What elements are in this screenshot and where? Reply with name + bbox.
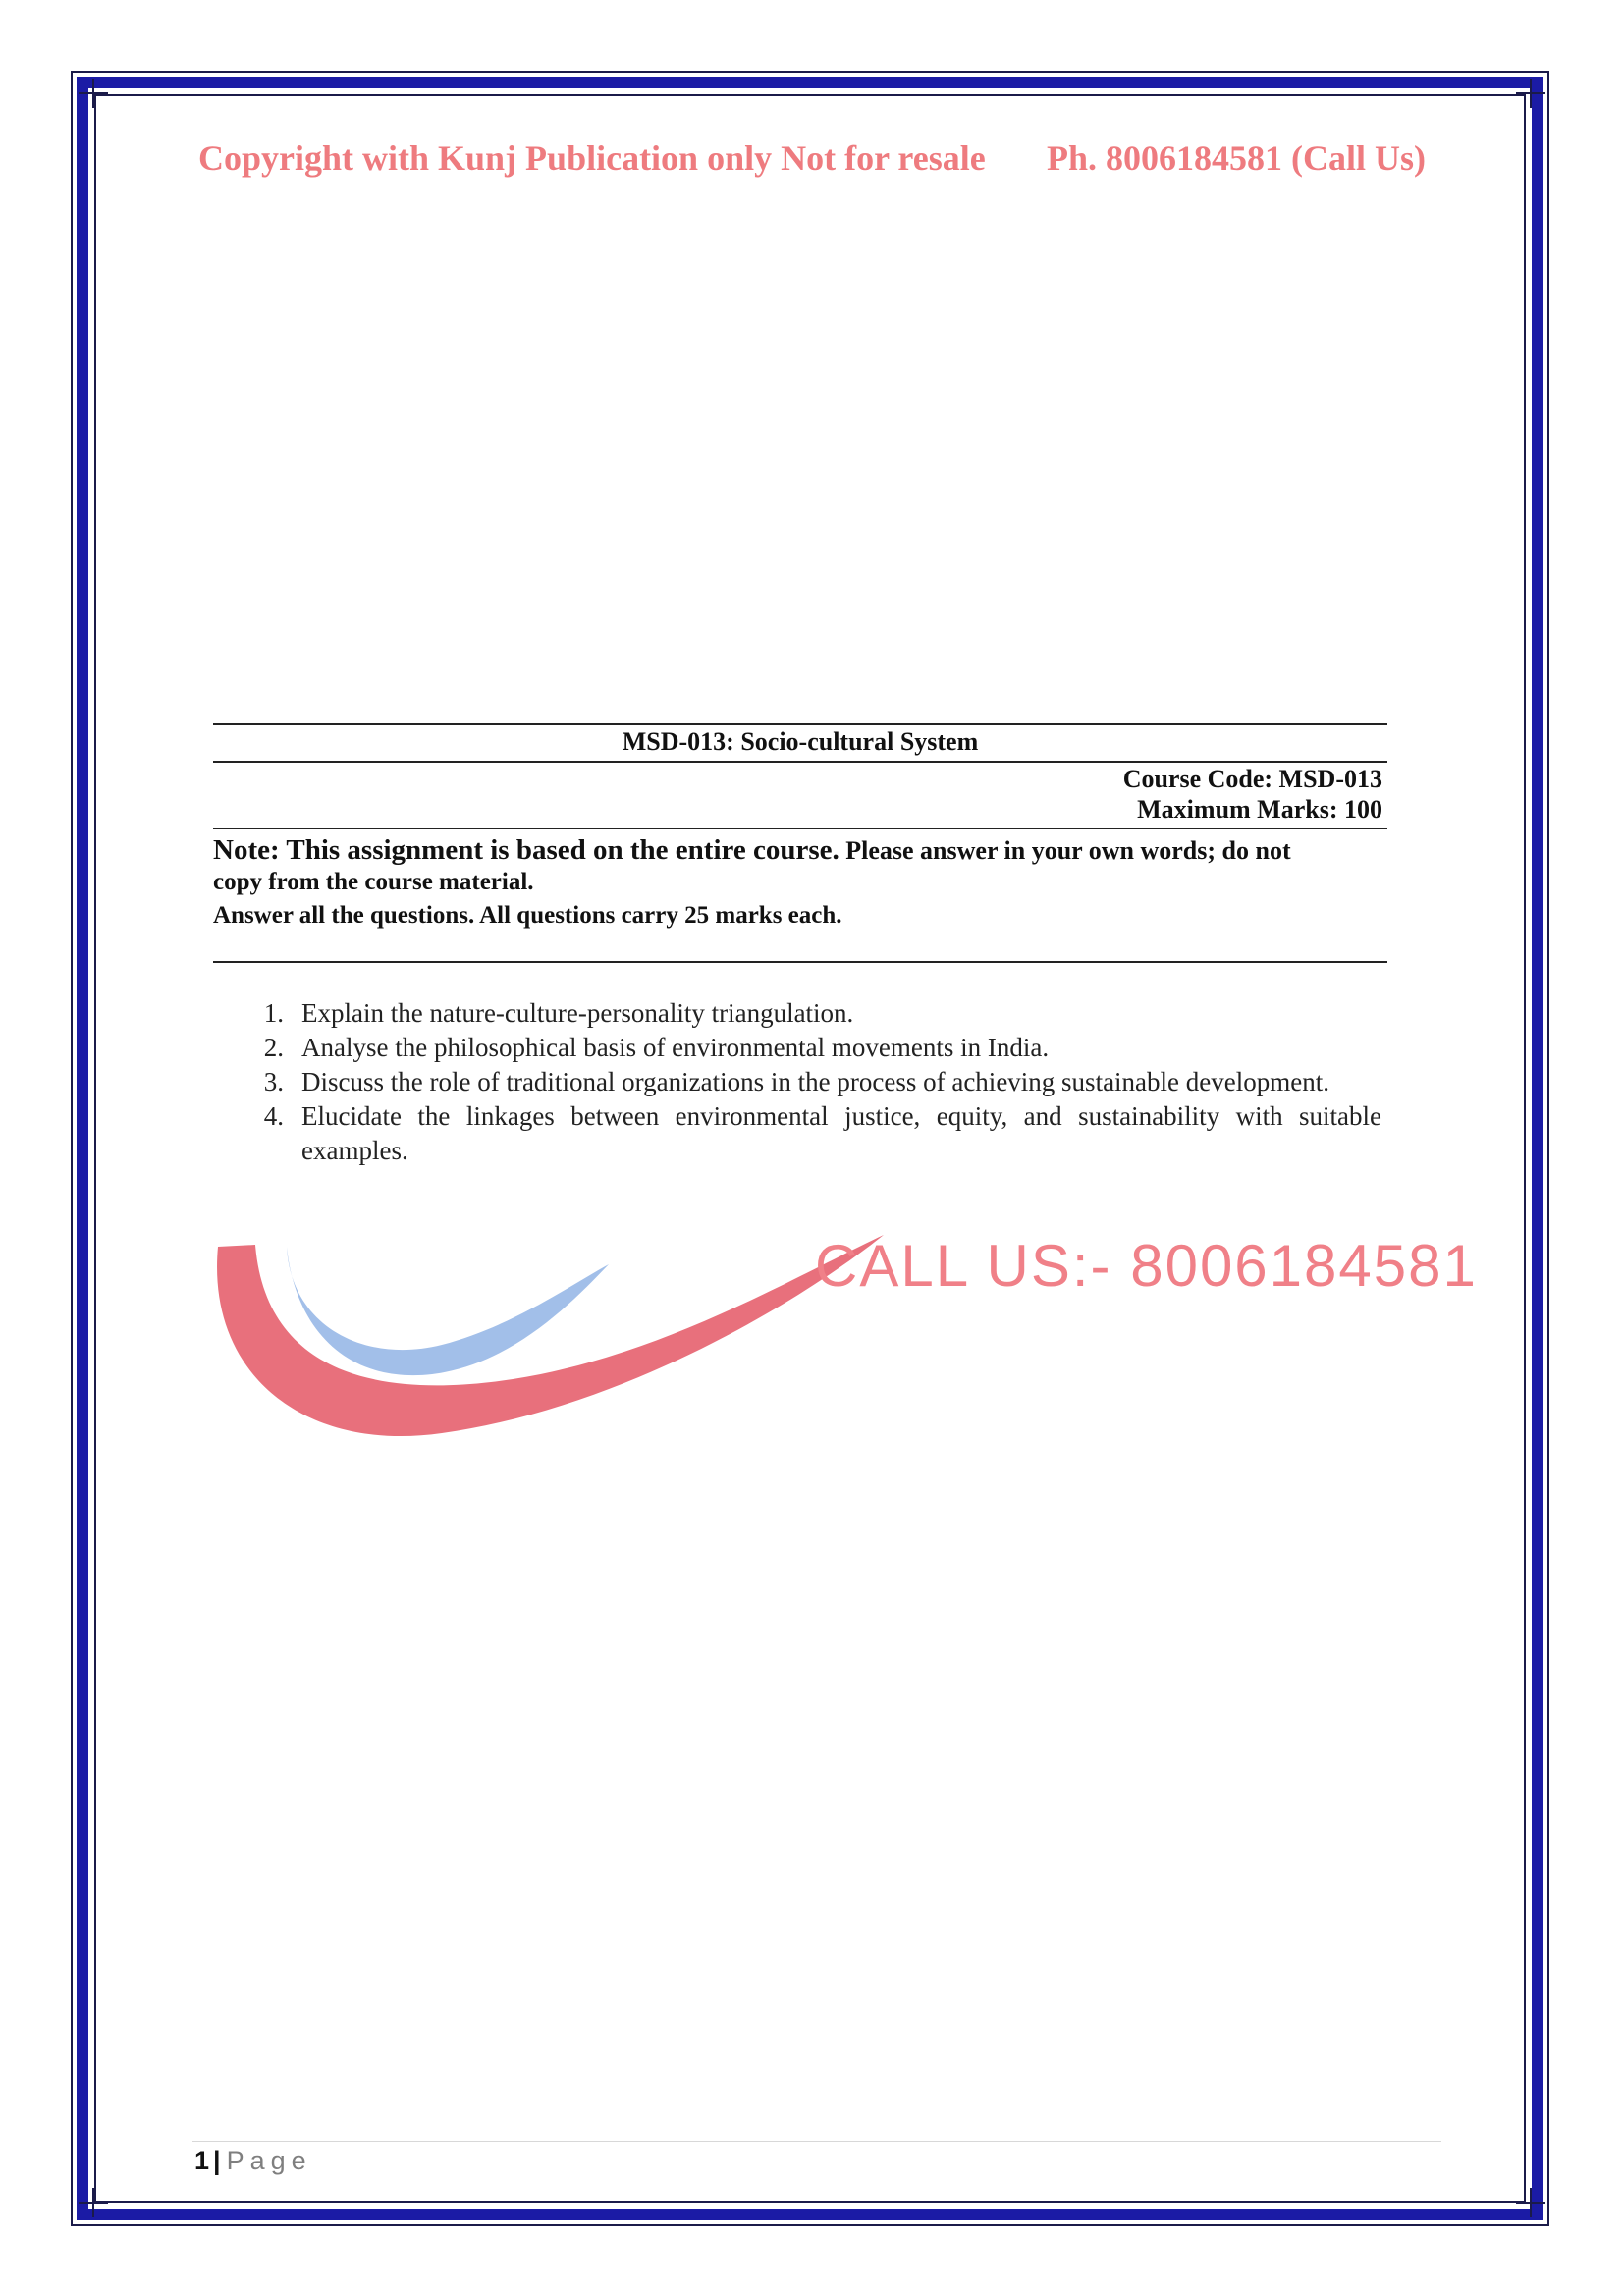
header-copyright: Copyright with Kunj Publication only Not for resale xyxy=(198,138,986,178)
questions-top-rule xyxy=(213,961,1387,963)
question-item xyxy=(213,996,1381,1031)
question-text: Discuss the role of traditional organizations in the process of achieving sustainable development. xyxy=(301,1067,1329,1096)
page-separator: | xyxy=(213,2146,221,2175)
page-label: Page xyxy=(226,2146,312,2175)
question-item xyxy=(213,1031,1381,1065)
meta-bottom-rule xyxy=(213,828,1387,829)
title-bottom-rule xyxy=(213,761,1387,763)
question-item xyxy=(213,1099,1381,1168)
note-line-1 xyxy=(213,834,1391,867)
page-footer xyxy=(194,2146,312,2176)
question-list xyxy=(213,996,1381,1168)
question-number: 2. xyxy=(263,1033,284,1062)
question-number: 3. xyxy=(263,1067,284,1096)
question-item xyxy=(213,1065,1381,1099)
watermark-text: CALL US:- 8006184581 xyxy=(815,1233,1478,1299)
watermark-red-arc xyxy=(217,1235,884,1436)
page-number: 1 xyxy=(194,2146,210,2175)
question-text: Explain the nature-culture-personality triangulation. xyxy=(301,998,854,1028)
note-line-3: Answer all the questions. All questions carry 25 marks each. xyxy=(213,902,842,929)
question-text: Analyse the philosophical basis of environmental movements in India. xyxy=(301,1033,1050,1062)
note-lead: Note: This assignment is based on the entire course. xyxy=(213,834,839,866)
question-text: Elucidate the linkages between environmental justice, equity, and sustainability with suitable examples. xyxy=(301,1101,1381,1165)
assignment-note xyxy=(213,834,1391,934)
watermark-blue-arc xyxy=(287,1247,609,1375)
footer-rule xyxy=(192,2141,1441,2142)
note-line-2: copy from the course material. xyxy=(213,869,534,895)
assignment-title: MSD-013: Socio-cultural System xyxy=(622,727,979,756)
corner-ornament-top-right xyxy=(1516,79,1545,108)
maximum-marks: Maximum Marks: 100 xyxy=(1137,795,1382,824)
question-number: 4. xyxy=(263,1101,284,1131)
question-number: 1. xyxy=(263,998,284,1028)
note-rest: Please answer in your own words; do not xyxy=(839,836,1291,865)
corner-ornament-bottom-left xyxy=(79,2188,108,2217)
course-code: Course Code: MSD-013 xyxy=(1122,765,1382,793)
corner-ornament-top-left xyxy=(79,79,108,108)
header-phone: Ph. 8006184581 (Call Us) xyxy=(1047,138,1426,178)
corner-ornament-bottom-right xyxy=(1516,2188,1545,2217)
title-top-rule xyxy=(213,723,1387,725)
